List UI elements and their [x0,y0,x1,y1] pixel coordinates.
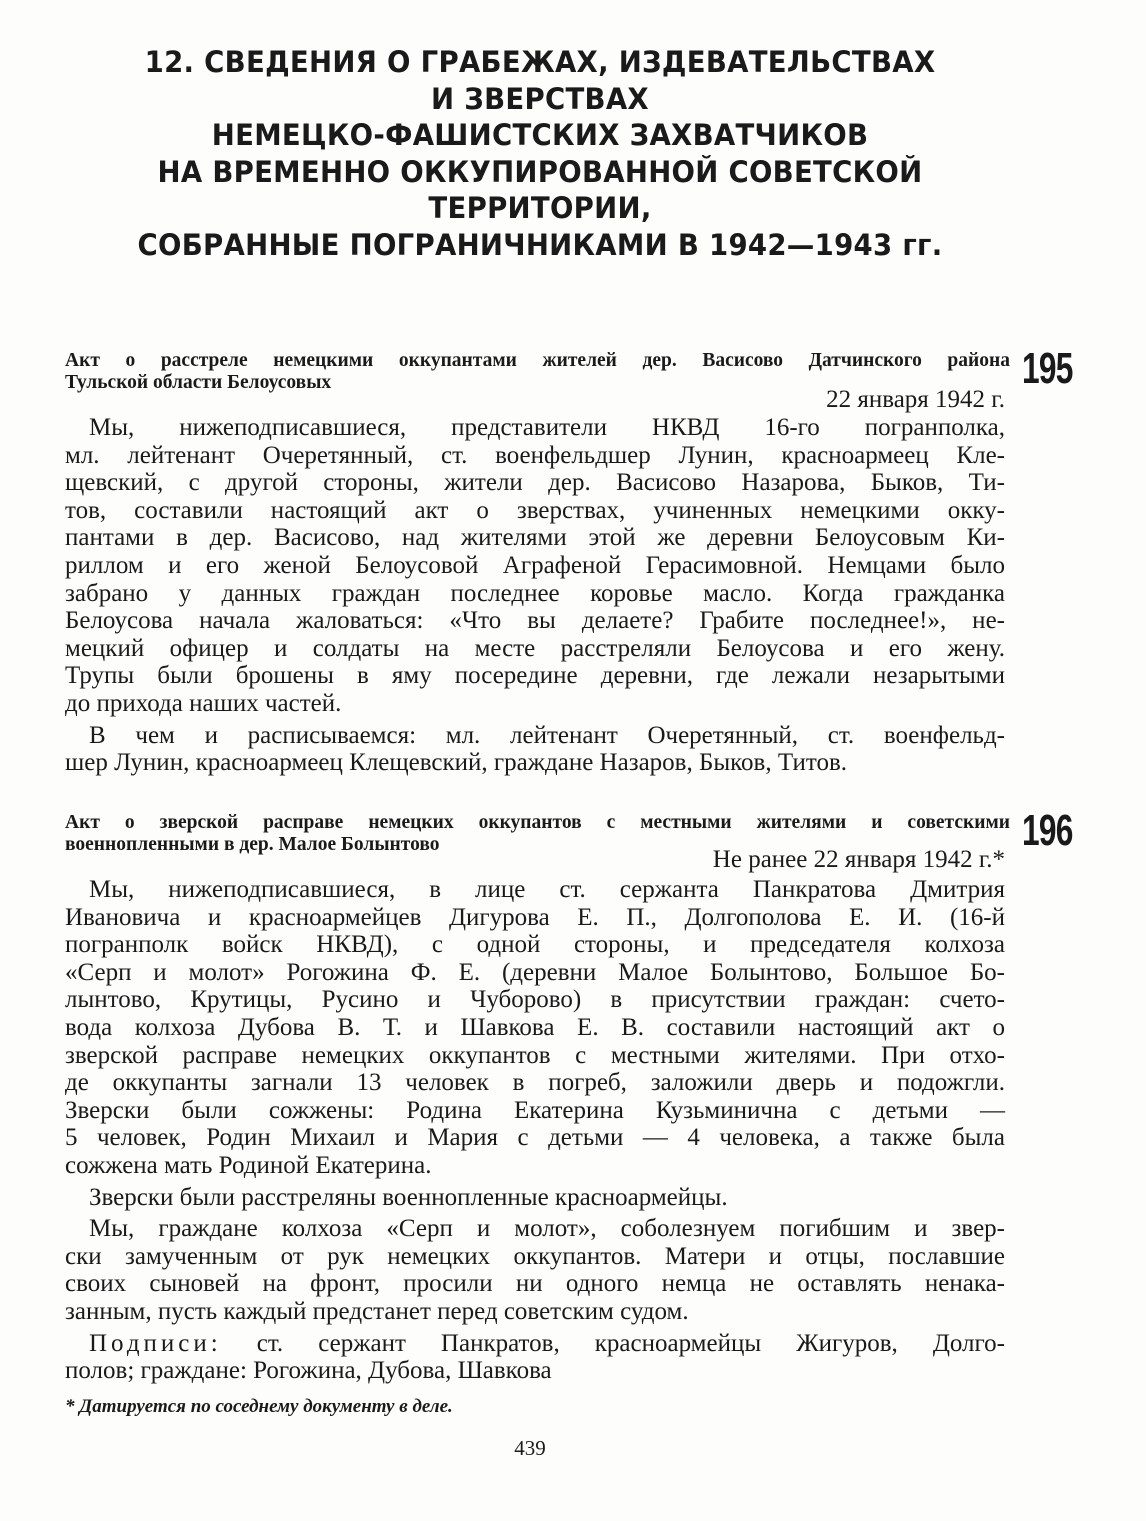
text-line: Трупы были брошены в яму посередине деревни, где лежали незарытыми [65,662,1005,690]
text-line: Белоусова начала жаловаться: «Что вы делаете? Грабите последнее!», не- [65,607,1005,635]
paragraph [65,1184,1005,1212]
text-line: зверской расправе немецких оккупантов с местными жителями. При отхо- [65,1041,1005,1069]
doc-195-body [65,414,1005,781]
page-number: 439 [514,1436,546,1460]
text-line: занным, пусть каждый предстанет перед советским судом. [65,1297,689,1325]
text-line: своих сыновей на фронт, просили ни одного немца не оставлять ненака- [65,1270,1005,1298]
text-line: забрано у данных граждан последнее коровье масло. Когда гражданка [65,579,1005,607]
text-line: пантами в дер. Васисово, над жителями этой же деревни Белоусовым Ки- [65,524,1005,552]
text-line: полов; граждане: Рогожина, Дубова, Шавкова [65,1357,552,1385]
text-line: лынтово, Крутицы, Русино и Чуборово) в присутствии граждан: счето- [65,986,1005,1014]
text-line: риллом и его женой Белоусовой Аграфеной Герасимовной. Немцами было [65,551,1005,579]
text-line: «Серп и молот» Рогожина Ф. Е. (деревни Малое Болынтово, Большое Бо- [65,958,1005,986]
text-line: Мы, граждане колхоза «Серп и молот», соболезнуем погибшим и звер- [89,1215,1005,1243]
doc-196-body [65,876,1005,1389]
title-line: НА ВРЕМЕННО ОККУПИРОВАННОЙ СОВЕТСКОЙ [157,154,923,189]
title-line: ТЕРРИТОРИИ, [428,191,652,225]
text-line: мецкий офицер и солдаты на месте расстреляли Белоусова и его жену. [65,634,1005,662]
text-line: Ивановича и красноармейцев Дигурова Е. П., Долгополова Е. И. (16-й [65,903,1005,931]
text-line: ски замученным от рук немецких оккупантов. Матери и отцы, пославшие [65,1242,1005,1270]
signatures-text: ст. сержант Панкратов, красноармейцы Жигуров, Долго- [256,1329,1005,1357]
text-line [65,1330,1005,1358]
title-line: СОБРАННЫЕ ПОГРАНИЧНИКАМИ В 1942—1943 гг. [137,227,943,262]
text-line: де оккупанты загнали 13 человек в погреб, заложили дверь и подожгли. [65,1069,1005,1097]
text-line: В чем и расписываемся: мл. лейтенант Очеретянный, ст. военфельд- [89,721,1005,749]
paragraph [65,414,1005,718]
text-line: тов, составили настоящий акт о зверствах, учиненных немецкими окку- [65,496,1005,524]
doc-195-date: 22 января 1942 г. [826,386,1005,413]
signatures [65,1330,1005,1385]
chapter-title [100,44,980,263]
heading-line: военнопленными в дер. Малое Болынтово [65,833,440,855]
title-line: НЕМЕЦКО-ФАШИСТСКИХ ЗАХВАТЧИКОВ [211,118,869,152]
heading-line: Тульской области Белоусовых [65,371,332,393]
text-line: сожжена мать Родиной Екатерина. [65,1151,432,1179]
text-line: мл. лейтенант Очеретянный, ст. военфельдшер Лунин, красноармеец Кле- [65,441,1005,469]
text-line: вода колхоза Дубова В. Т. и Шавкова Е. В. составили настоящий акт о [65,1013,1005,1041]
title-line: И ЗВЕРСТВАХ [431,81,649,116]
paragraph [65,876,1005,1180]
text-line: шер Лунин, красноармеец Клещевский, граждане Назаров, Быков, Титов. [65,749,847,777]
paragraph [65,722,1005,777]
footnote: * Датируется по соседнему документу в деле. [65,1396,453,1417]
text-line: до прихода наших частей. [65,689,342,717]
text-line: Зверски были расстреляны военнопленные красноармейцы. [89,1183,728,1211]
heading-line: Акт о зверской расправе немецких оккупантов с местными жителями и советскими [65,812,1010,833]
doc-196-date: Не ранее 22 января 1942 г.* [712,846,1005,873]
text-line: 5 человек, Родин Михаил и Мария с детьми — 4 человека, а также была [65,1124,1005,1152]
heading-line: Акт о расстреле немецкими оккупантами жителей дер. Васисово Датчинского района [65,350,1010,371]
text-line: Зверски были сожжены: Родина Екатерина Кузьминична с детьми — [65,1096,1005,1124]
text-line: Мы, нижеподписавшиеся, представители НКВД 16-го погранполка, [89,414,1005,441]
text-line: Мы, нижеподписавшиеся, в лице ст. сержанта Панкратова Дмитрия [89,876,1005,903]
text-line: щевский, с другой стороны, жители дер. Васисово Назарова, Быков, Ти- [65,469,1005,497]
title-line: 12. СВЕДЕНИЯ О ГРАБЕЖАХ, ИЗДЕВАТЕЛЬСТВАХ [144,45,936,79]
paragraph [65,1215,1005,1325]
doc-number-196: 196 [1022,806,1073,855]
doc-number-195: 195 [1022,344,1073,393]
text-line: погранполк войск НКВД), с одной стороны, и председателя колхоза [65,931,1005,959]
signatures-label: Подписи: [89,1329,222,1357]
